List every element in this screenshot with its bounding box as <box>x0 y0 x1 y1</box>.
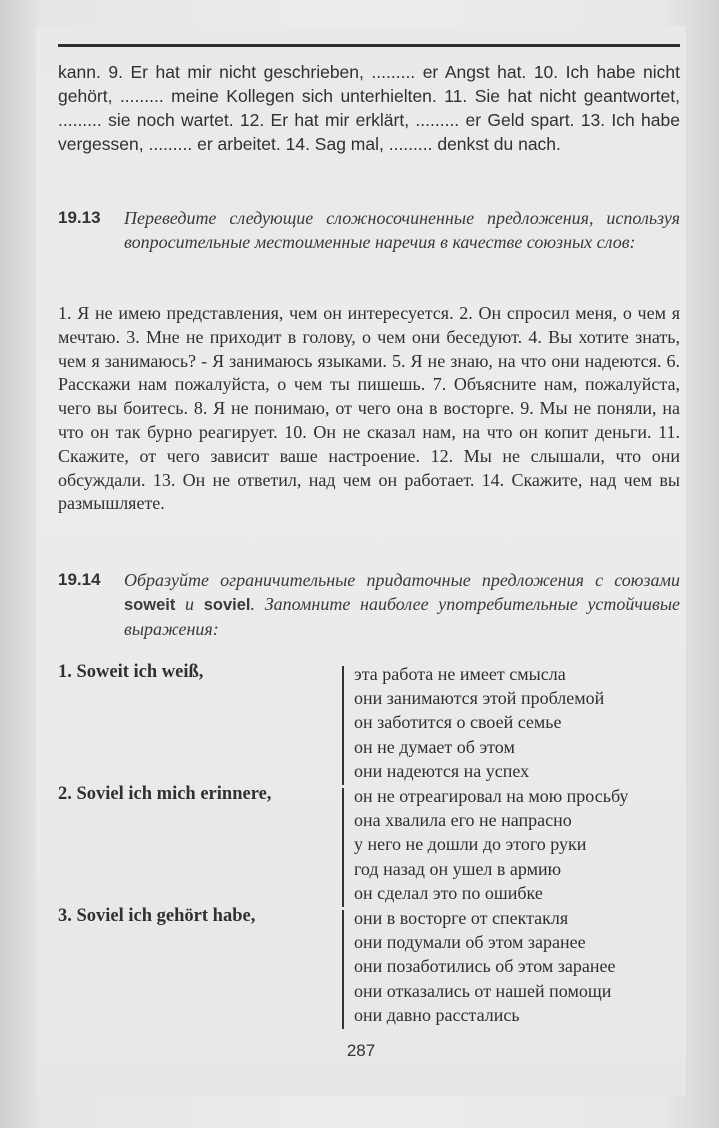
phrase-line: они позаботились об этом заранее <box>354 956 616 977</box>
exercise-number: 19.13 <box>58 208 101 227</box>
exercise-19-13-heading <box>58 206 680 254</box>
phrase-line: он заботится о своей семье <box>354 712 562 733</box>
conjunction-soviel: soviel <box>203 596 251 614</box>
phrase-line: год назад он ушел в армию <box>354 858 562 879</box>
conjunction-soweit: soweit <box>124 596 176 614</box>
top-rule <box>58 44 680 47</box>
group-label: 3. Soviel ich gehört habe, <box>58 906 256 926</box>
book-page <box>36 26 686 1096</box>
exercise-19-13-sentences: 1. Я не имею представления, чем он интересуется. 2. Он спросил меня, о чем я мечтаю. 3. Мне не приходит в голову, о чем они беседуют. 4. Вы хотите знать, чем я занимаюсь? - Я занимаюсь языками. 5. Я не знаю, на что они надеются. 6. Расскажи нам пожалуйста, о чем ты пишешь. 7. Объясните нам, пожалуйста, чего вы боитесь. 8. Я не понимаю, от чего она в восторге. 9. Мы не поняли, на что он так бурно реагирует. 10. Он не сказал нам, на что он копит деньги. 11. Скажите, от чего зависит ваше настроение. 12. Мы не слышали, что они обсуждали. 13. Он не ответил, над чем он работает. 14. Скажите, над чем вы размышляете. <box>58 303 680 514</box>
group-bracket-line <box>342 910 344 1029</box>
phrase-line: он сделал это по ошибке <box>354 882 543 903</box>
exercise-number: 19.14 <box>58 570 101 589</box>
exercise-19-14-heading <box>58 568 680 641</box>
phrase-line: они в восторге от спектакля <box>354 908 569 928</box>
page-number: 287 <box>346 1041 376 1060</box>
group-phrases <box>354 906 684 1027</box>
phrase-line: они надеются на успех <box>354 760 530 781</box>
group-bracket-line <box>342 788 344 907</box>
continued-exercise-text: kann. 9. Er hat mir nicht geschrieben, ......... er Angst hat. 10. Ich habe nicht gehört, ......... meine Kollegen sich unterhielten. 11. Sie hat nicht geantwortet, ......... sie noch wartet. 12. Er hat mir erklärt, ......... er Geld spart. 13. Ich habe vergessen, ......... er arbeitet. 14. Sag mal, ......... denkst du nach. <box>58 62 680 154</box>
group-label: 1. Soweit ich weiß, <box>58 662 204 682</box>
exercise-instruction: Переведите следующие сложносочиненные предложения, используя вопросительные местоименные наречия в качестве союзных слов: <box>124 208 680 252</box>
phrase-line: он не отреагировал на мою просьбу <box>354 786 629 806</box>
exercise-instruction: Образуйте ограничительные придаточные предложения с союзами soweit и soviel. Запомните наиболее употребительные устойчивые выражения: <box>124 570 680 639</box>
phrase-line: они давно расстались <box>354 1004 520 1025</box>
phrase-line: эта работа не имеет смысла <box>354 664 566 684</box>
phrase-line: они отказались от нашей помощи <box>354 980 612 1001</box>
phrase-line: у него не дошли до этого руки <box>354 834 587 855</box>
phrase-line: они занимаются этой проблемой <box>354 688 605 709</box>
group-phrases <box>354 662 684 783</box>
group-label: 2. Soviel ich mich erinnere, <box>58 784 272 804</box>
phrase-line: они подумали об этом заранее <box>354 932 586 953</box>
phrase-line: он не думает об этом <box>354 736 515 757</box>
phrase-line: она хвалила его не напрасно <box>354 810 572 831</box>
group-phrases <box>354 784 684 905</box>
group-bracket-line <box>342 666 344 785</box>
